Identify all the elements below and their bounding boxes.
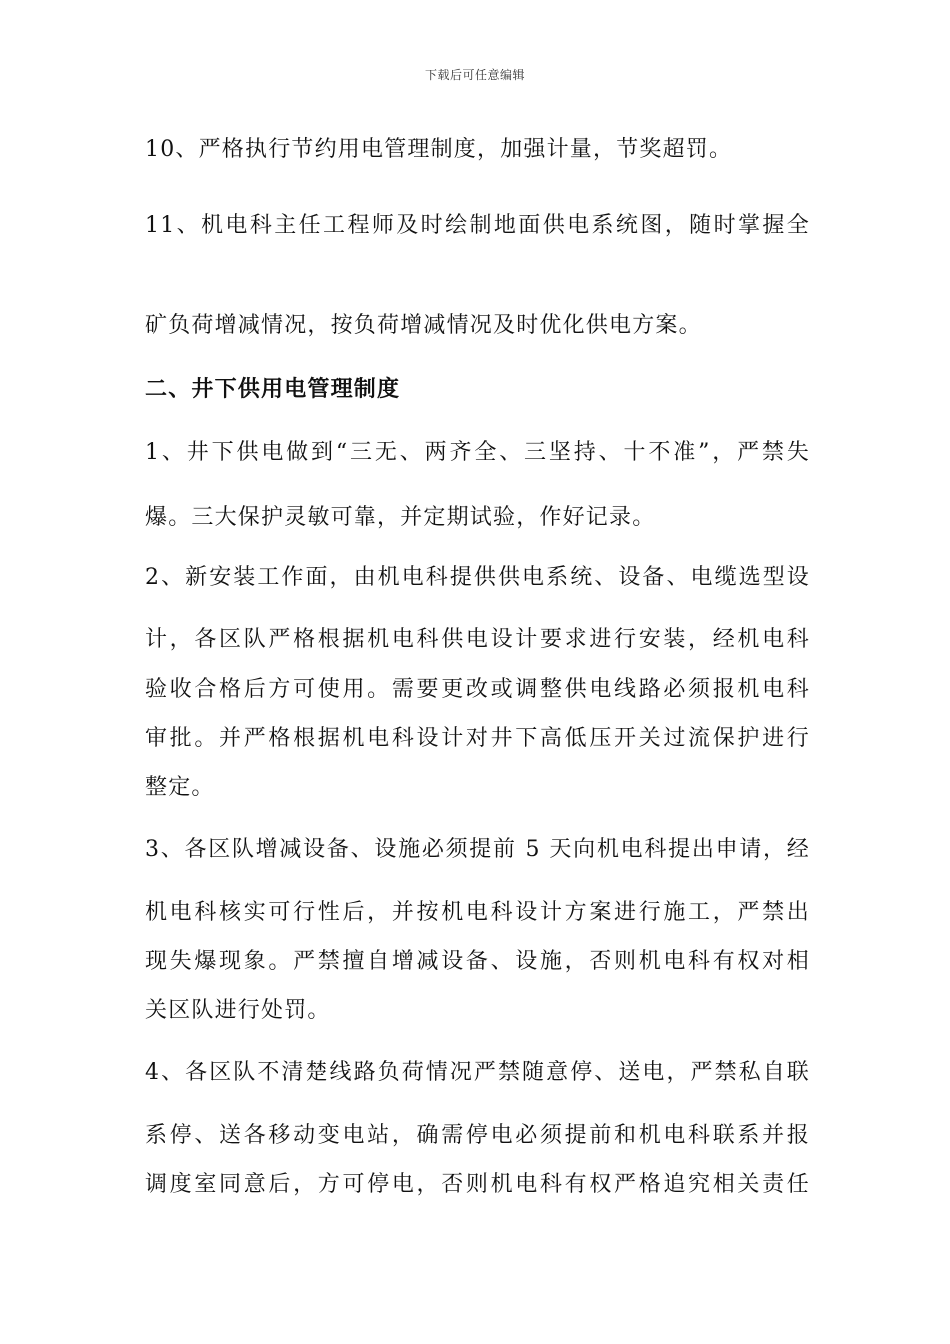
paragraph-line: 调度室同意后，方可停电，否则机电科有权严格追究相关责任 (145, 1172, 810, 1197)
paragraph-line: 现失爆现象。严禁擅自增减设备、设施，否则机电科有权对相 (145, 949, 810, 974)
paragraph-line: 矿负荷增减情况，按负荷增减情况及时优化供电方案。 (145, 313, 702, 338)
page-header: 下载后可任意编辑 (424, 68, 525, 82)
paragraph-line: 3、各区队增减设备、设施必须提前 5 天向机电科提出申请，经 (145, 837, 810, 862)
paragraph-line: 验收合格后方可使用。需要更改或调整供电线路必须报机电科 (145, 677, 810, 702)
paragraph-line: 2、新安装工作面，由机电科提供供电系统、设备、电缆选型设 (145, 565, 810, 590)
paragraph-line: 关区队进行处罚。 (145, 998, 331, 1023)
paragraph-line: 11、机电科主任工程师及时绘制地面供电系统图，随时掌握全 (145, 213, 810, 238)
paragraph-line: 计，各区队严格根据机电科供电设计要求进行安装，经机电科 (145, 627, 810, 652)
paragraph-line: 系停、送各移动变电站，确需停电必须提前和机电科联系并报 (145, 1123, 810, 1148)
paragraph-line: 机电科核实可行性后，并按机电科设计方案进行施工，严禁出 (145, 900, 810, 925)
paragraph-line: 10、严格执行节约用电管理制度，加强计量，节奖超罚。 (145, 137, 733, 162)
paragraph-line: 1、井下供电做到“三无、两齐全、三坚持、十不准”，严禁失 (145, 440, 810, 465)
paragraph-line: 爆。三大保护灵敏可靠，并定期试验，作好记录。 (145, 505, 656, 530)
paragraph-line: 审批。并严格根据机电科设计对井下高低压开关过流保护进行 (145, 726, 810, 751)
paragraph-line: 4、各区队不清楚线路负荷情况严禁随意停、送电，严禁私自联 (145, 1060, 810, 1085)
paragraph-line: 整定。 (145, 775, 215, 800)
section-heading: 二、井下供用电管理制度 (145, 377, 401, 402)
